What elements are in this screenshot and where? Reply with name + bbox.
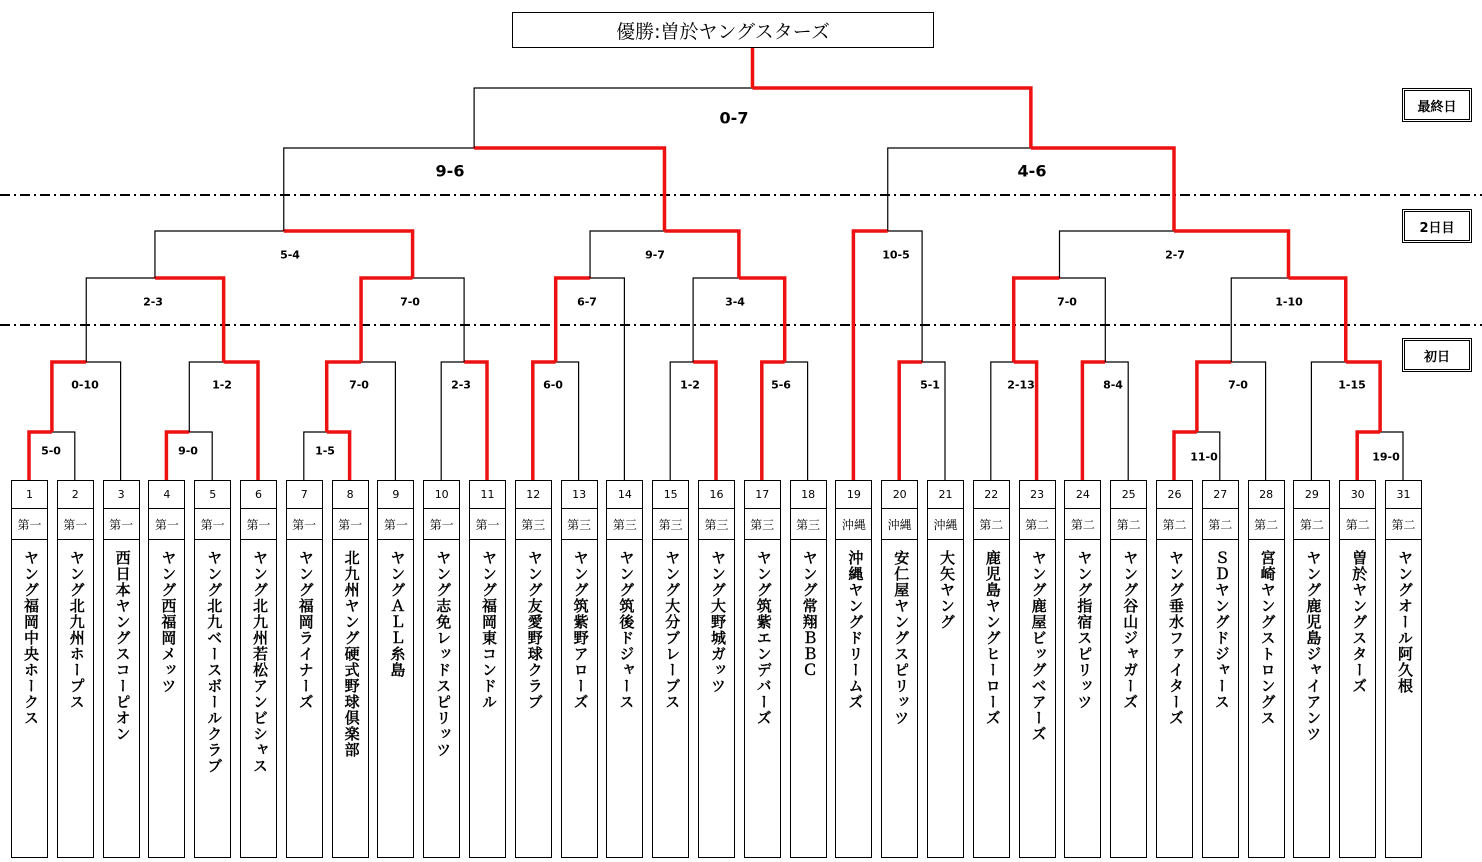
team-number: 3 (104, 481, 139, 509)
team-19 (835, 480, 872, 858)
winner-path (1346, 362, 1380, 432)
team-number: 27 (1203, 481, 1238, 509)
team-24 (1064, 480, 1101, 858)
bracket-line (284, 148, 474, 231)
team-number: 5 (195, 481, 230, 509)
team-number: 24 (1065, 481, 1100, 509)
team-name: ヤング西福岡メッツ (159, 550, 178, 694)
team-number: 13 (562, 481, 597, 509)
bracket-line (413, 278, 465, 362)
team-23 (1019, 480, 1056, 858)
team-group: 第二 (974, 509, 1009, 540)
winner-path (752, 88, 1030, 148)
team-number: 2 (58, 481, 93, 509)
team-group: 第一 (58, 509, 93, 540)
score-label: 5-4 (280, 248, 300, 262)
score-label: 2-13 (1007, 378, 1035, 392)
winner-path (361, 278, 413, 362)
team-name: ヤングＡＬＬ糸島 (388, 550, 407, 678)
bracket-line (189, 362, 223, 432)
team-14 (606, 480, 643, 858)
winner-path (899, 362, 922, 480)
team-group: 第一 (424, 509, 459, 540)
score-label: 10-5 (882, 248, 910, 262)
winner-path (556, 278, 590, 362)
team-group: 第二 (1340, 509, 1375, 540)
team-3 (103, 480, 140, 858)
day-label-day1: 初日 (1402, 338, 1472, 372)
team-group: 第一 (195, 509, 230, 540)
team-group: 沖縄 (882, 509, 917, 540)
winner-path (474, 148, 664, 231)
team-20 (881, 480, 918, 858)
day-label-final: 最終日 (1402, 88, 1472, 122)
team-number: 4 (149, 481, 184, 509)
team-group: 第一 (470, 509, 505, 540)
team-number: 6 (241, 481, 276, 509)
bracket-line (155, 231, 284, 278)
bracket-line (888, 148, 1031, 231)
team-name: ヤング北九州ホープス (67, 550, 86, 710)
winner-path (52, 362, 86, 432)
team-number: 23 (1020, 481, 1055, 509)
bracket-line (1231, 278, 1288, 362)
day-label-day2: 2日目 (1402, 209, 1472, 243)
team-name: 大矢ヤング (938, 550, 956, 630)
team-number: 21 (928, 481, 963, 509)
team-group: 第二 (1111, 509, 1146, 540)
team-group: 第一 (378, 509, 413, 540)
score-label: 8-4 (1103, 378, 1123, 392)
team-25 (1110, 480, 1147, 858)
score-label: 9-6 (435, 161, 465, 181)
team-number: 20 (882, 481, 917, 509)
score-label: 7-0 (400, 295, 420, 309)
team-16 (698, 480, 735, 858)
score-label: 0-7 (719, 108, 749, 128)
winner-path (1197, 362, 1231, 432)
team-name: 西日本ヤングスコーピオン (113, 550, 132, 742)
team-number: 9 (378, 481, 413, 509)
winner-path (327, 362, 361, 432)
team-number: 10 (424, 481, 459, 509)
team-15 (652, 480, 689, 858)
team-number: 19 (836, 481, 871, 509)
team-22 (973, 480, 1010, 858)
team-number: 17 (745, 481, 780, 509)
score-label: 1-5 (315, 444, 335, 458)
team-8 (332, 480, 369, 858)
team-group: 第三 (699, 509, 734, 540)
team-28 (1248, 480, 1285, 858)
team-10 (423, 480, 460, 858)
team-name: ヤング筑紫エンデバーズ (754, 550, 773, 726)
team-18 (790, 480, 827, 858)
team-number: 1 (12, 481, 47, 509)
team-group: 沖縄 (836, 509, 871, 540)
bracket-line (86, 278, 155, 362)
score-label: 2-3 (143, 295, 163, 309)
score-label: 2-3 (451, 378, 471, 392)
score-label: 5-0 (41, 444, 61, 458)
team-name: ヤング志免レッドスピリッツ (434, 550, 453, 758)
team-number: 26 (1157, 481, 1192, 509)
bracket-line (1060, 231, 1175, 278)
team-group: 第一 (333, 509, 368, 540)
team-group: 第一 (149, 509, 184, 540)
winner-path (1289, 278, 1346, 362)
team-name: ヤング福岡東コンドル (480, 550, 498, 710)
team-number: 30 (1340, 481, 1375, 509)
team-number: 28 (1249, 481, 1284, 509)
team-name: ヤング指宿スピリッツ (1075, 550, 1094, 710)
team-5 (194, 480, 231, 858)
team-group: 沖縄 (928, 509, 963, 540)
score-label: 7-0 (349, 378, 369, 392)
winner-path (155, 278, 224, 362)
team-group: 第二 (1294, 509, 1329, 540)
score-label: 7-0 (1057, 295, 1077, 309)
team-group: 第一 (287, 509, 322, 540)
team-group: 第一 (104, 509, 139, 540)
team-name: ヤングオール阿久根 (1396, 550, 1414, 694)
team-name: ヤング北九州若松アンビシャス (251, 550, 269, 774)
team-31 (1385, 480, 1422, 858)
team-name: ヤング鹿屋ビッグベアーズ (1029, 550, 1048, 742)
team-21 (927, 480, 964, 858)
team-number: 11 (470, 481, 505, 509)
score-label: 1-2 (680, 378, 700, 392)
winner-path (1031, 148, 1174, 231)
team-group: 第二 (1157, 509, 1192, 540)
team-name: ＳＤヤングドジャース (1212, 550, 1231, 710)
team-number: 7 (287, 481, 322, 509)
team-name: ヤング常翔ＢＢＣ (800, 550, 819, 678)
team-group: 第三 (607, 509, 642, 540)
team-27 (1202, 480, 1239, 858)
team-name: 鹿児島ヤングヒーローズ (983, 550, 1002, 726)
team-name: 沖縄ヤングドリームズ (846, 550, 865, 710)
team-name: ヤング垂水ファイターズ (1167, 550, 1185, 726)
team-30 (1339, 480, 1376, 858)
team-name: ヤング友愛野球クラブ (525, 550, 544, 710)
team-name: 曽於ヤングスターズ (1350, 550, 1369, 694)
score-label: 7-0 (1228, 378, 1248, 392)
score-label: 4-6 (1017, 161, 1047, 181)
team-number: 16 (699, 481, 734, 509)
team-name: ヤング福岡中央ホークス (22, 550, 40, 726)
team-29 (1293, 480, 1330, 858)
winner-path (664, 231, 738, 278)
score-label: 5-1 (920, 378, 940, 392)
team-number: 31 (1386, 481, 1421, 509)
score-label: 1-2 (212, 378, 232, 392)
team-name: ヤング谷山ジャガーズ (1121, 550, 1140, 710)
winner-path (1082, 362, 1105, 480)
team-group: 第二 (1249, 509, 1284, 540)
team-number: 18 (791, 481, 826, 509)
score-label: 5-6 (771, 378, 791, 392)
team-group: 第三 (745, 509, 780, 540)
champion-title: 優勝:曽於ヤングスターズ (512, 12, 934, 48)
score-label: 9-0 (178, 444, 198, 458)
team-name: ヤング鹿児島ジャイアンツ (1304, 550, 1323, 742)
score-label: 9-7 (645, 248, 665, 262)
bracket-line (1060, 278, 1106, 362)
team-1 (11, 480, 48, 858)
team-26 (1156, 480, 1193, 858)
team-name: ヤング筑後ドジャース (617, 550, 636, 710)
team-17 (744, 480, 781, 858)
team-7 (286, 480, 323, 858)
winner-path (853, 231, 887, 480)
team-number: 14 (607, 481, 642, 509)
team-name: ヤング大分ブレーブス (663, 550, 682, 710)
team-number: 29 (1294, 481, 1329, 509)
team-group: 第三 (562, 509, 597, 540)
team-group: 第三 (516, 509, 551, 540)
score-label: 19-0 (1372, 450, 1400, 464)
score-label: 11-0 (1190, 450, 1218, 464)
winner-path (739, 278, 785, 362)
team-group: 第二 (1203, 509, 1238, 540)
team-6 (240, 480, 277, 858)
team-group: 第二 (1020, 509, 1055, 540)
team-number: 22 (974, 481, 1009, 509)
team-9 (377, 480, 414, 858)
team-name: ヤング北九ベースボールクラブ (205, 550, 224, 774)
team-group: 第二 (1386, 509, 1421, 540)
team-name: 北九州ヤング硬式野球倶楽部 (342, 550, 361, 758)
score-label: 3-4 (725, 295, 745, 309)
team-11 (469, 480, 506, 858)
team-2 (57, 480, 94, 858)
score-label: 6-7 (577, 295, 597, 309)
team-group: 第三 (791, 509, 826, 540)
team-name: 宮崎ヤングストロングス (1258, 550, 1277, 726)
team-name: ヤング福岡ライナーズ (296, 550, 315, 710)
score-label: 1-15 (1338, 378, 1366, 392)
team-group: 第一 (12, 509, 47, 540)
team-number: 8 (333, 481, 368, 509)
team-12 (515, 480, 552, 858)
team-name: ヤング筑紫野アローズ (571, 550, 590, 710)
bracket-line (693, 278, 739, 362)
team-group: 第三 (653, 509, 688, 540)
team-group: 第一 (241, 509, 276, 540)
team-name: ヤング大野城ガッツ (709, 550, 727, 694)
team-number: 25 (1111, 481, 1146, 509)
winner-path (1174, 231, 1289, 278)
score-label: 0-10 (71, 378, 99, 392)
team-group: 第二 (1065, 509, 1100, 540)
score-label: 6-0 (543, 378, 563, 392)
bracket-line (474, 88, 752, 148)
score-label: 1-10 (1275, 295, 1303, 309)
team-number: 12 (516, 481, 551, 509)
score-label: 2-7 (1165, 248, 1185, 262)
bracket-connectors (29, 48, 1403, 480)
winner-path (1014, 278, 1060, 362)
winner-path (284, 231, 413, 278)
team-name: 安仁屋ヤングスピリッツ (892, 550, 911, 726)
team-number: 15 (653, 481, 688, 509)
team-13 (561, 480, 598, 858)
team-4 (148, 480, 185, 858)
